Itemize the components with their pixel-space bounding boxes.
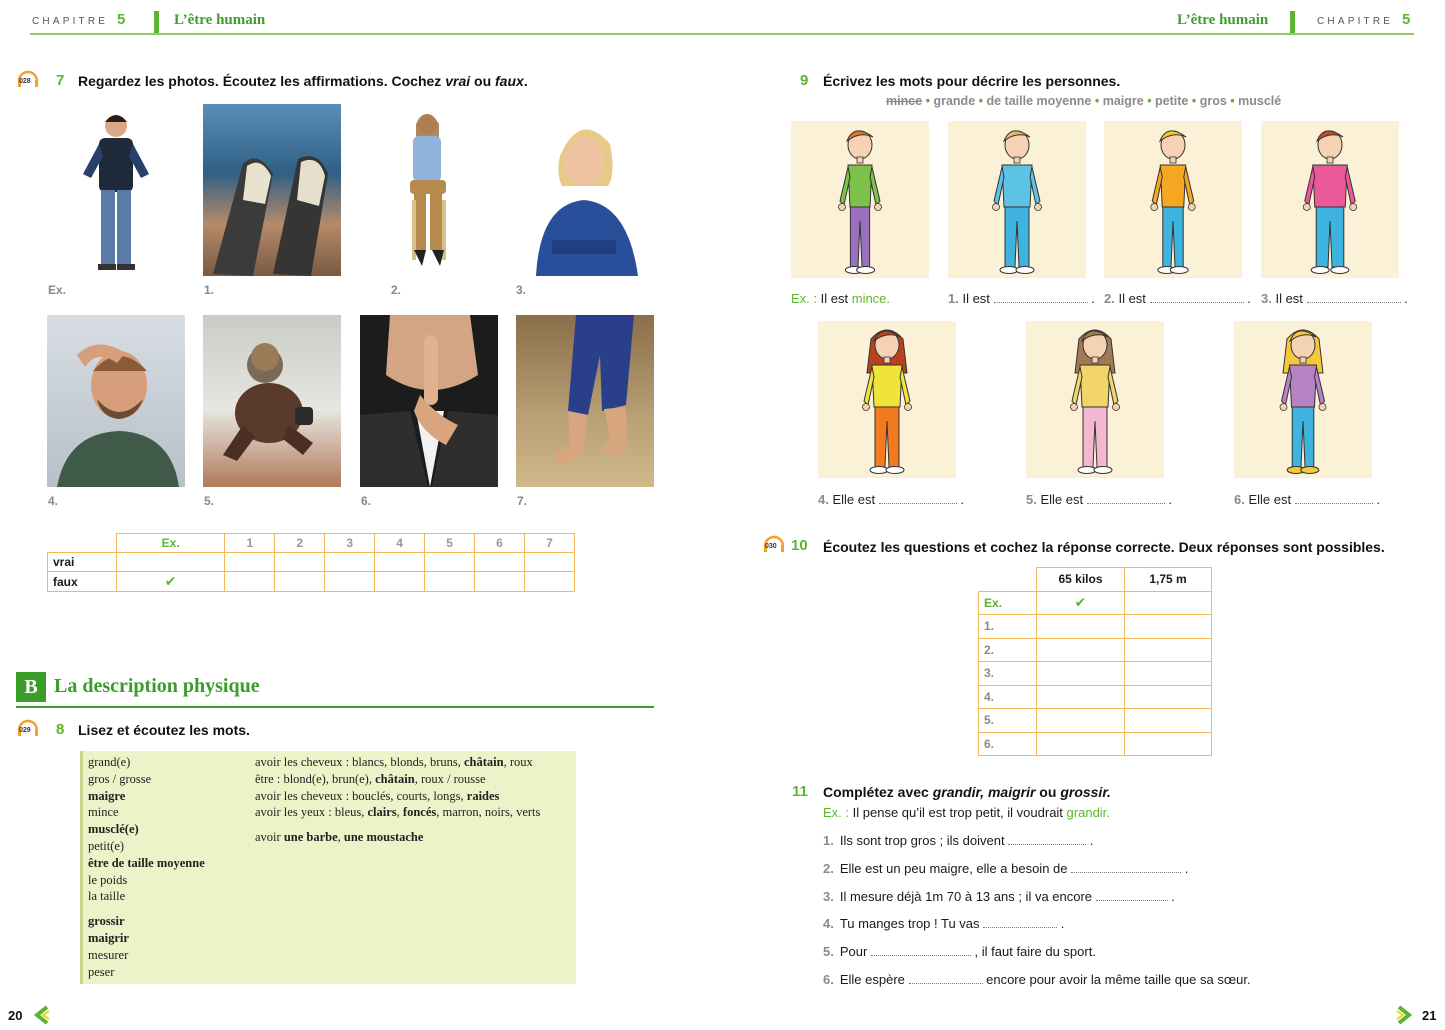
item-text: Il mesure déjà 1m 70 à 13 ans ; il va encore: [839, 888, 1096, 904]
vocab-word: être de taille moyenne: [88, 855, 205, 870]
example-answer: mince.: [851, 291, 891, 306]
answer-cell[interactable]: [1125, 615, 1212, 639]
item-number: 2.: [823, 860, 834, 876]
vocab-word: le poids: [88, 872, 128, 887]
answer-cell[interactable]: [475, 553, 525, 572]
audio-track-number: 028: [19, 78, 31, 85]
answer-cell[interactable]: [1125, 662, 1212, 686]
photo-caption: 7.: [517, 494, 528, 508]
answer-cell[interactable]: [524, 572, 574, 592]
example-answer: grandir.: [1066, 805, 1110, 820]
answer-cell[interactable]: [1125, 685, 1212, 709]
answer-blank[interactable]: [983, 927, 1057, 928]
illustration-person-2: [948, 121, 1086, 278]
item-number: 3.: [1261, 291, 1272, 306]
instruction-verb: grossir.: [1060, 784, 1111, 800]
vocab-word: grand(e): [88, 755, 131, 769]
row-label: 6.: [979, 732, 1037, 756]
answer-cell[interactable]: [375, 553, 425, 572]
bullet-separator: •: [1188, 94, 1200, 108]
answer-blank[interactable]: [1087, 503, 1165, 504]
vocab-word: petit(e): [88, 838, 125, 853]
row-label: Ex.: [979, 591, 1037, 615]
answer-cell[interactable]: [1037, 685, 1125, 709]
bullet-separator: •: [1226, 94, 1239, 108]
vocab-segment: foncés: [402, 805, 437, 820]
word-bank: [886, 94, 1281, 108]
cartoon-figure: [791, 121, 929, 278]
row-label: 5.: [979, 709, 1037, 733]
cartoon-figure: [1234, 321, 1372, 478]
grid-header: 3: [325, 534, 375, 553]
column-header: 1,75 m: [1125, 568, 1212, 592]
photo-caption: 2.: [391, 283, 402, 297]
photo-finger-on-lips: [360, 315, 498, 487]
bullet-separator: •: [975, 94, 987, 108]
example-label: Ex. :: [791, 291, 818, 306]
fill-item: 2. Il est .: [1104, 291, 1251, 306]
exercise-item: [823, 944, 1096, 959]
grid-header: Ex.: [117, 534, 225, 553]
item-text: .: [1181, 860, 1189, 876]
vocab-column-1: [88, 754, 253, 980]
answer-blank[interactable]: [909, 983, 983, 984]
answer-cell[interactable]: [475, 572, 525, 592]
example-text: Il est: [820, 291, 849, 306]
bullet-separator: •: [922, 94, 934, 108]
next-page-icon[interactable]: [1395, 1005, 1413, 1030]
audio-track-number: 029: [19, 727, 31, 734]
page-number-left: 20: [8, 1008, 23, 1023]
answer-cell[interactable]: [225, 572, 275, 592]
checkmark-icon: ✔: [1037, 591, 1125, 615]
answer-cell[interactable]: [1125, 732, 1212, 756]
illustration-person-5: [818, 321, 956, 478]
answer-blank[interactable]: [879, 503, 957, 504]
answer-cell[interactable]: [1037, 638, 1125, 662]
example-label: Ex. :: [823, 805, 850, 820]
vocab-segment: une barbe: [283, 830, 338, 845]
section-rule: [16, 706, 654, 708]
item-text: Il est: [1118, 291, 1146, 306]
vocab-segment: avoir les cheveux : blancs, blonds, bruns,: [255, 755, 464, 769]
answer-cell[interactable]: [1125, 709, 1212, 733]
item-text: Ils sont trop gros ; ils doivent: [839, 833, 1009, 848]
item-text: , il faut faire du sport.: [970, 944, 1096, 960]
grid-header: 2: [275, 534, 325, 553]
item-text: Tu manges trop ! Tu vas: [839, 916, 984, 932]
header-bar-right: [1290, 11, 1295, 33]
item-number: 5.: [1026, 492, 1037, 507]
cartoon-figure: [1104, 121, 1242, 278]
word-bank-item: gros: [1199, 94, 1227, 108]
item-number: 1.: [948, 291, 959, 306]
vocab-segment: châtain: [463, 755, 504, 769]
vocab-segment: , marron, noirs, verts: [436, 805, 541, 820]
fill-item: 1. Il est .: [948, 291, 1095, 306]
exercise-number: 11: [792, 783, 808, 800]
answer-blank[interactable]: [1071, 872, 1181, 873]
vocab-segment: , roux / rousse: [414, 771, 486, 786]
vocab-word: gros / grosse: [88, 771, 152, 786]
answer-blank[interactable]: [1307, 302, 1401, 303]
answer-cell[interactable]: [225, 553, 275, 572]
item-text: Elle est: [1040, 492, 1084, 507]
audio-track-number: 030: [765, 543, 777, 550]
exercise-item: [823, 833, 1093, 848]
header-bar-left: [154, 11, 159, 33]
item-text: Pour: [839, 944, 871, 960]
item-number: 6.: [1234, 492, 1245, 507]
photo-child-in-snow: [203, 315, 341, 487]
item-text: .: [1057, 916, 1065, 932]
photo-caption: Ex.: [48, 283, 67, 297]
word-bank-item: mince: [886, 94, 923, 108]
vocab-word: maigre: [88, 788, 126, 803]
word-bank-item: de taille moyenne: [986, 94, 1092, 108]
item-number: 4.: [818, 492, 829, 507]
vocab-phrase: [255, 829, 575, 846]
chapter-title-left: L’être humain: [174, 12, 266, 28]
photo-sneakers: [203, 104, 341, 276]
fill-item: 5. Elle est .: [1026, 492, 1172, 507]
answer-cell[interactable]: [1037, 709, 1125, 733]
vocab-column-2: [255, 754, 575, 846]
row-label: 4.: [979, 685, 1037, 709]
answer-cell[interactable]: [117, 553, 225, 572]
previous-page-icon[interactable]: [33, 1005, 51, 1030]
answer-cell[interactable]: [1125, 591, 1212, 615]
instruction-text: Complétez avec: [823, 784, 933, 800]
row-label: 1.: [979, 615, 1037, 639]
instruction-text: ou: [1035, 784, 1061, 800]
vocab-word: mince: [88, 805, 119, 820]
cartoon-figure: [1261, 121, 1399, 278]
vocab-phrase: [255, 771, 575, 788]
answer-blank[interactable]: [994, 302, 1088, 303]
checkmark-icon: ✔: [117, 572, 225, 592]
page-number-right: 21: [1422, 1008, 1437, 1023]
vocab-segment: ,: [396, 805, 403, 820]
photo-caption: 1.: [204, 283, 215, 297]
item-text: Elle espère: [839, 972, 909, 987]
answer-cell[interactable]: [375, 572, 425, 592]
chapter-number-right: 5: [1402, 11, 1411, 28]
illustration-person-6: [1026, 321, 1164, 478]
answer-blank[interactable]: [871, 955, 971, 956]
exercise-number: 7: [56, 72, 65, 89]
vocab-segment: , roux: [503, 755, 533, 769]
item-text: .: [1167, 888, 1175, 904]
vocabulary-box: [80, 751, 576, 984]
illustration-person-1: [791, 121, 929, 278]
vocab-word: mesurer: [88, 947, 129, 962]
answer-cell[interactable]: [425, 572, 475, 592]
answer-cell[interactable]: [524, 553, 574, 572]
vocab-word: peser: [88, 964, 115, 979]
illustration-person-3: [1104, 121, 1242, 278]
headphones-icon[interactable]: [16, 67, 40, 91]
vocab-word: maigrir: [88, 930, 129, 945]
headphones-icon[interactable]: [762, 532, 786, 556]
illustration-person-7: [1234, 321, 1372, 478]
row-label-faux: faux: [48, 572, 117, 592]
item-number: 3.: [823, 888, 834, 904]
vocab-segment: châtain: [375, 771, 415, 786]
exercise-number: 8: [56, 721, 65, 738]
cartoon-figure: [1026, 321, 1164, 478]
grid-header: 7: [524, 534, 574, 553]
word-bank-item: maigre: [1102, 94, 1144, 108]
item-text: Elle est un peu maigre, elle a besoin de: [839, 860, 1072, 876]
grid-header: 5: [425, 534, 475, 553]
row-label-vrai: vrai: [48, 553, 117, 572]
answer-cell[interactable]: [1037, 662, 1125, 686]
cartoon-figure: [948, 121, 1086, 278]
item-text: encore pour avoir la même taille que sa sœur.: [982, 972, 1251, 987]
row-label: 3.: [979, 662, 1037, 686]
vocab-phrase: [255, 788, 575, 805]
fill-item: 4. Elle est .: [818, 492, 964, 507]
vrai-faux-grid: [47, 533, 575, 592]
chapter-number-left: 5: [117, 11, 126, 28]
photo-caption: 3.: [516, 283, 527, 297]
bullet-separator: •: [1091, 94, 1103, 108]
item-number: 1.: [823, 833, 834, 848]
photo-caption: 5.: [204, 494, 215, 508]
fill-example: [791, 291, 890, 306]
answer-cell[interactable]: [1037, 732, 1125, 756]
answer-cell[interactable]: [325, 553, 375, 572]
grid-header: 4: [375, 534, 425, 553]
example-text: Il pense qu’il est trop petit, il voudrait: [852, 805, 1063, 820]
answer-blank[interactable]: [1295, 503, 1373, 504]
vocab-segment: ,: [337, 830, 344, 845]
answer-cell[interactable]: [1037, 615, 1125, 639]
cartoon-figure: [818, 321, 956, 478]
exercise-instruction: Écrivez les mots pour décrire les personnes.: [823, 73, 1121, 89]
word-bank-item: grande: [933, 94, 976, 108]
word-bank-item: musclé: [1238, 94, 1282, 108]
row-label: 2.: [979, 638, 1037, 662]
grid-header: 6: [475, 534, 525, 553]
vocab-word: la taille: [88, 889, 126, 904]
chapter-title-right: L’être humain: [1177, 12, 1269, 28]
vocab-segment: une moustache: [343, 830, 424, 845]
item-number: 5.: [823, 944, 834, 960]
vocab-segment: être : blond(e), brun(e),: [255, 771, 376, 786]
exercise-item: [823, 889, 1175, 904]
exercise-item: [823, 916, 1064, 931]
exercise-instruction: Lisez et écoutez les mots.: [78, 722, 250, 738]
answer-blank[interactable]: [1150, 302, 1244, 303]
item-number: 6.: [823, 972, 834, 987]
exercise-number: 10: [791, 537, 808, 554]
vocab-phrase: [255, 754, 575, 771]
photo-woman-smiling: [516, 104, 654, 276]
headphones-icon[interactable]: [16, 716, 40, 740]
photo-woman-sitting: [360, 104, 498, 276]
answer-cell[interactable]: [275, 572, 325, 592]
item-number: 2.: [1104, 291, 1115, 306]
bullet-separator: •: [1143, 94, 1156, 108]
exercise-item: [823, 861, 1188, 876]
instruction-verbs: grandir, maigrir: [932, 784, 1036, 800]
answer-cell[interactable]: [425, 553, 475, 572]
item-text: Elle est: [1248, 492, 1292, 507]
vocab-word: musclé(e): [88, 822, 139, 837]
photo-man-standing: [47, 104, 185, 276]
vocab-segment: avoir les yeux : bleus,: [255, 805, 368, 820]
vocab-segment: clairs: [367, 805, 397, 820]
item-text: .: [1086, 833, 1094, 848]
exercise-instruction: Écoutez les questions et cochez la réponse correcte. Deux réponses sont possibles.: [823, 539, 1385, 555]
photo-barefoot-beach: [516, 315, 654, 487]
item-text: Elle est: [832, 492, 876, 507]
answer-blank[interactable]: [1008, 844, 1086, 845]
section-title: La description physique: [54, 675, 260, 697]
header-rule-left: [30, 33, 722, 35]
item-number: 4.: [823, 916, 834, 932]
exercise-item: [823, 972, 1251, 987]
grid-header: 1: [225, 534, 275, 553]
exercise-instruction: Regardez les photos. Écoutez les affirmations. Cochez vrai ou faux.: [78, 73, 528, 89]
photo-caption: 4.: [48, 494, 59, 508]
word-bank-item: petite: [1155, 94, 1189, 108]
answer-cell[interactable]: [1125, 638, 1212, 662]
section-letter: B: [16, 672, 46, 702]
answer-blank[interactable]: [1096, 900, 1168, 901]
item-text: Il est: [1275, 291, 1303, 306]
illustration-person-4: [1261, 121, 1399, 278]
header-rule-right: [722, 33, 1414, 35]
item-text: Il est: [962, 291, 990, 306]
vocab-phrase: [255, 804, 575, 821]
fill-item: 6. Elle est .: [1234, 492, 1380, 507]
chapter-label-right: CHAPITRE: [1317, 16, 1394, 27]
exercise-instruction: [823, 784, 1111, 800]
exercise-number: 9: [800, 72, 809, 89]
chapter-label-left: CHAPITRE: [32, 16, 109, 27]
vocab-segment: avoir: [255, 830, 284, 845]
vocab-segment: raides: [466, 788, 500, 803]
answer-cell[interactable]: [275, 553, 325, 572]
vocab-word: grossir: [88, 914, 125, 929]
vocab-segment: avoir les cheveux : bouclés, courts, longs,: [255, 788, 467, 803]
photo-caption: 6.: [361, 494, 372, 508]
column-header: 65 kilos: [1037, 568, 1125, 592]
answer-cell[interactable]: [325, 572, 375, 592]
exercise-example: [823, 805, 1110, 820]
fill-item: 3. Il est .: [1261, 291, 1408, 306]
answer-table: [978, 567, 1212, 756]
photo-man-hand-on-head: [47, 315, 185, 487]
